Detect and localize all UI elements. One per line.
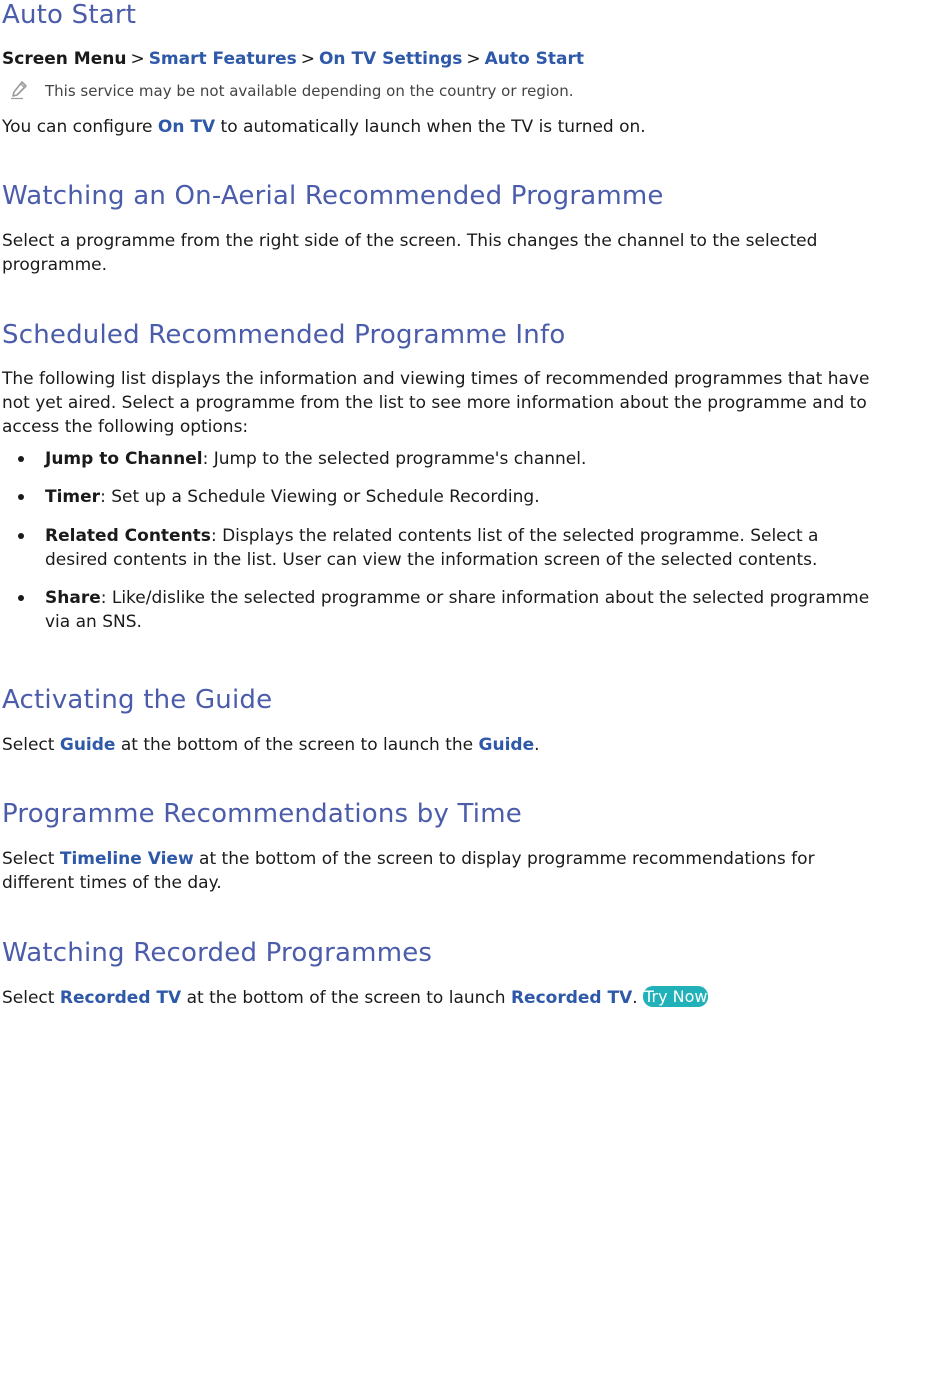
list-item (2, 447, 875, 471)
option-desc: : Set up a Schedule Viewing or Schedule Recording. (100, 487, 540, 507)
breadcrumb-auto-start[interactable]: Auto Start (484, 49, 584, 69)
body-text: . (534, 735, 540, 755)
option-term: Share (45, 588, 101, 608)
section-title-scheduled: Scheduled Recommended Programme Info (2, 320, 566, 350)
option-desc: : Like/dislike the selected programme or share information about the selected programme via an SNS. (45, 588, 870, 632)
body-text: Select (2, 735, 60, 755)
availability-note (2, 80, 902, 102)
body-text: Select (2, 988, 60, 1008)
breadcrumb-separator: > (300, 49, 315, 69)
body-text: Select (2, 849, 60, 869)
timeline-view-link[interactable]: Timeline View (59, 849, 194, 869)
guide-body (2, 733, 540, 757)
on-aerial-body: Select a programme from the right side of the screen. This changes the channel to the selected programme. (2, 231, 818, 275)
auto-start-body (2, 115, 646, 139)
recorded-tv-link[interactable]: Recorded TV (59, 988, 182, 1008)
body-text: . (632, 988, 644, 1008)
option-desc: : Jump to the selected programme's channel. (202, 449, 587, 469)
breadcrumb-smart-features[interactable]: Smart Features (148, 49, 297, 69)
section-title-by-time: Programme Recommendations by Time (2, 799, 522, 829)
list-item (2, 586, 875, 634)
breadcrumb-root: Screen Menu (2, 49, 127, 69)
body-text: at the bottom of the screen to launch the (115, 735, 479, 755)
body-text: to automatically launch when the TV is turned on. (215, 117, 646, 137)
list-item (2, 524, 875, 572)
body-text: at the bottom of the screen to launch (181, 988, 511, 1008)
breadcrumb-on-tv-settings[interactable]: On TV Settings (318, 49, 463, 69)
breadcrumb (2, 47, 584, 71)
breadcrumb-separator: > (466, 49, 481, 69)
section-title-recorded: Watching Recorded Programmes (2, 938, 433, 968)
try-now-button[interactable]: Try Now (644, 987, 708, 1006)
section-title-guide: Activating the Guide (2, 685, 273, 715)
on-tv-link[interactable]: On TV (157, 117, 216, 137)
option-term: Timer (45, 487, 101, 507)
note-text: This service may be not available depending on the country or region. (45, 82, 574, 100)
body-text: You can configure (2, 117, 158, 137)
body-text: at the bottom of the screen to display programme recommendations for different times of the day. (2, 849, 815, 893)
list-item (2, 485, 875, 509)
option-desc: : Displays the related contents list of the selected programme. Select a desired contents in the list. User can view the information screen of the selected contents. (45, 526, 819, 570)
option-term: Related Contents (45, 526, 211, 546)
option-term: Jump to Channel (45, 449, 203, 469)
guide-link[interactable]: Guide (478, 735, 535, 755)
section-title-on-aerial: Watching an On-Aerial Recommended Programme (2, 181, 664, 211)
recorded-tv-link[interactable]: Recorded TV (510, 988, 633, 1008)
by-time-body (2, 847, 892, 895)
options-list (2, 447, 875, 634)
recorded-body (2, 986, 708, 1010)
pencil-note-icon (2, 80, 45, 102)
scheduled-body: The following list displays the information and viewing times of recommended programmes that have not yet aired. Select a programme from the list to see more information about the programme and to access the following options: (2, 369, 870, 437)
section-title-auto-start: Auto Start (2, 0, 137, 30)
guide-link[interactable]: Guide (59, 735, 116, 755)
breadcrumb-separator: > (130, 49, 145, 69)
